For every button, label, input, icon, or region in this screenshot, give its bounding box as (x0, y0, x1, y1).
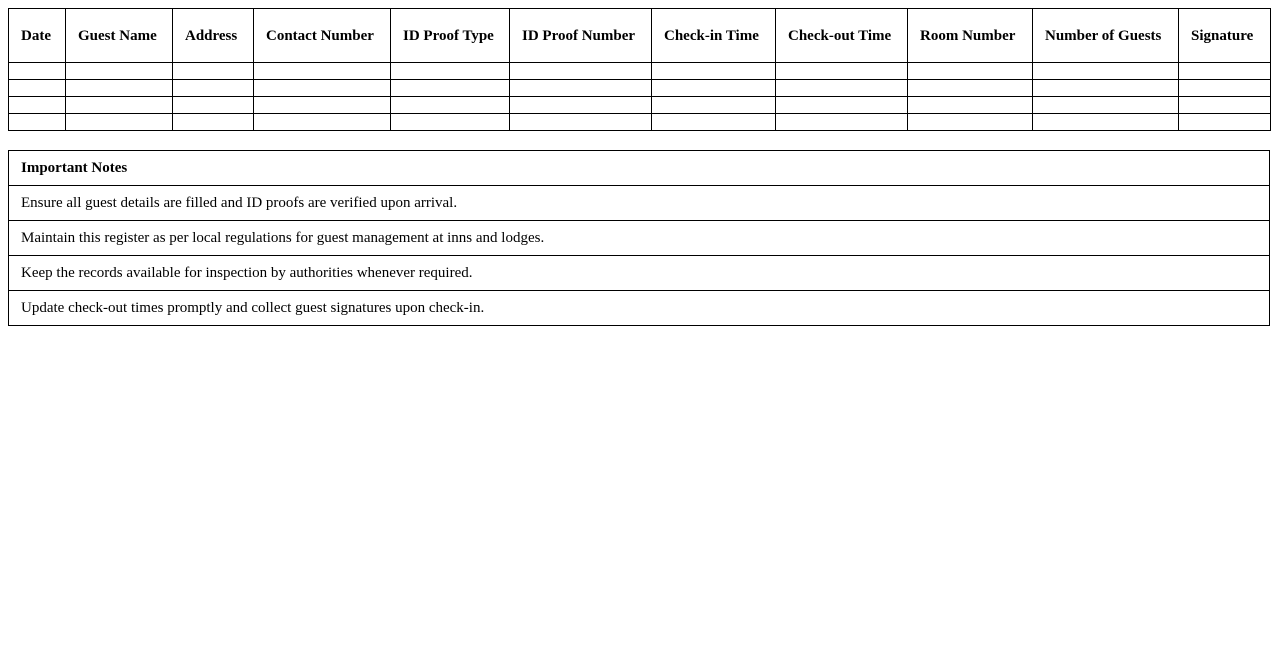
table-row (9, 63, 1271, 80)
table-cell[interactable] (908, 97, 1033, 114)
header-check-in-time: Check-in Time (652, 9, 776, 63)
table-cell[interactable] (254, 80, 391, 97)
table-cell[interactable] (9, 80, 66, 97)
table-cell[interactable] (652, 63, 776, 80)
note-text: Keep the records available for inspection by authorities whenever required. (9, 256, 1270, 291)
table-cell[interactable] (1033, 63, 1179, 80)
table-cell[interactable] (391, 63, 510, 80)
header-contact-number: Contact Number (254, 9, 391, 63)
table-cell[interactable] (652, 97, 776, 114)
table-cell[interactable] (510, 63, 652, 80)
table-cell[interactable] (1179, 114, 1271, 131)
table-cell[interactable] (1179, 97, 1271, 114)
header-number-of-guests: Number of Guests (1033, 9, 1179, 63)
note-text: Maintain this register as per local regulations for guest management at inns and lodges. (9, 221, 1270, 256)
header-room-number: Room Number (908, 9, 1033, 63)
table-cell[interactable] (254, 114, 391, 131)
list-item (9, 186, 1270, 221)
header-check-out-time: Check-out Time (776, 9, 908, 63)
table-cell[interactable] (908, 80, 1033, 97)
table-cell[interactable] (1033, 80, 1179, 97)
table-cell[interactable] (66, 114, 173, 131)
notes-heading-row (9, 151, 1270, 186)
table-cell[interactable] (1179, 80, 1271, 97)
table-cell[interactable] (908, 114, 1033, 131)
table-cell[interactable] (173, 97, 254, 114)
table-cell[interactable] (1179, 63, 1271, 80)
important-notes-table (8, 150, 1270, 326)
list-item (9, 221, 1270, 256)
header-id-proof-type: ID Proof Type (391, 9, 510, 63)
table-cell[interactable] (9, 114, 66, 131)
table-cell[interactable] (66, 63, 173, 80)
notes-heading: Important Notes (9, 151, 1270, 186)
table-cell[interactable] (254, 97, 391, 114)
table-row (9, 80, 1271, 97)
list-item (9, 291, 1270, 326)
table-cell[interactable] (173, 114, 254, 131)
table-cell[interactable] (776, 80, 908, 97)
table-cell[interactable] (510, 80, 652, 97)
table-cell[interactable] (510, 97, 652, 114)
guest-register-table (8, 8, 1271, 131)
table-cell[interactable] (66, 80, 173, 97)
header-id-proof-number: ID Proof Number (510, 9, 652, 63)
table-cell[interactable] (9, 63, 66, 80)
note-text: Update check-out times promptly and collect guest signatures upon check-in. (9, 291, 1270, 326)
table-cell[interactable] (391, 114, 510, 131)
table-row (9, 114, 1271, 131)
table-cell[interactable] (391, 97, 510, 114)
table-cell[interactable] (776, 63, 908, 80)
table-cell[interactable] (66, 97, 173, 114)
header-row (9, 9, 1271, 63)
table-cell[interactable] (652, 80, 776, 97)
table-cell[interactable] (391, 80, 510, 97)
header-date: Date (9, 9, 66, 63)
table-cell[interactable] (908, 63, 1033, 80)
table-cell[interactable] (776, 97, 908, 114)
table-cell[interactable] (1033, 114, 1179, 131)
table-cell[interactable] (173, 80, 254, 97)
table-cell[interactable] (254, 63, 391, 80)
table-cell[interactable] (9, 97, 66, 114)
header-address: Address (173, 9, 254, 63)
table-cell[interactable] (652, 114, 776, 131)
table-cell[interactable] (173, 63, 254, 80)
header-signature: Signature (1179, 9, 1271, 63)
table-cell[interactable] (510, 114, 652, 131)
table-cell[interactable] (776, 114, 908, 131)
list-item (9, 256, 1270, 291)
note-text: Ensure all guest details are filled and ID proofs are verified upon arrival. (9, 186, 1270, 221)
header-guest-name: Guest Name (66, 9, 173, 63)
table-cell[interactable] (1033, 97, 1179, 114)
table-row (9, 97, 1271, 114)
